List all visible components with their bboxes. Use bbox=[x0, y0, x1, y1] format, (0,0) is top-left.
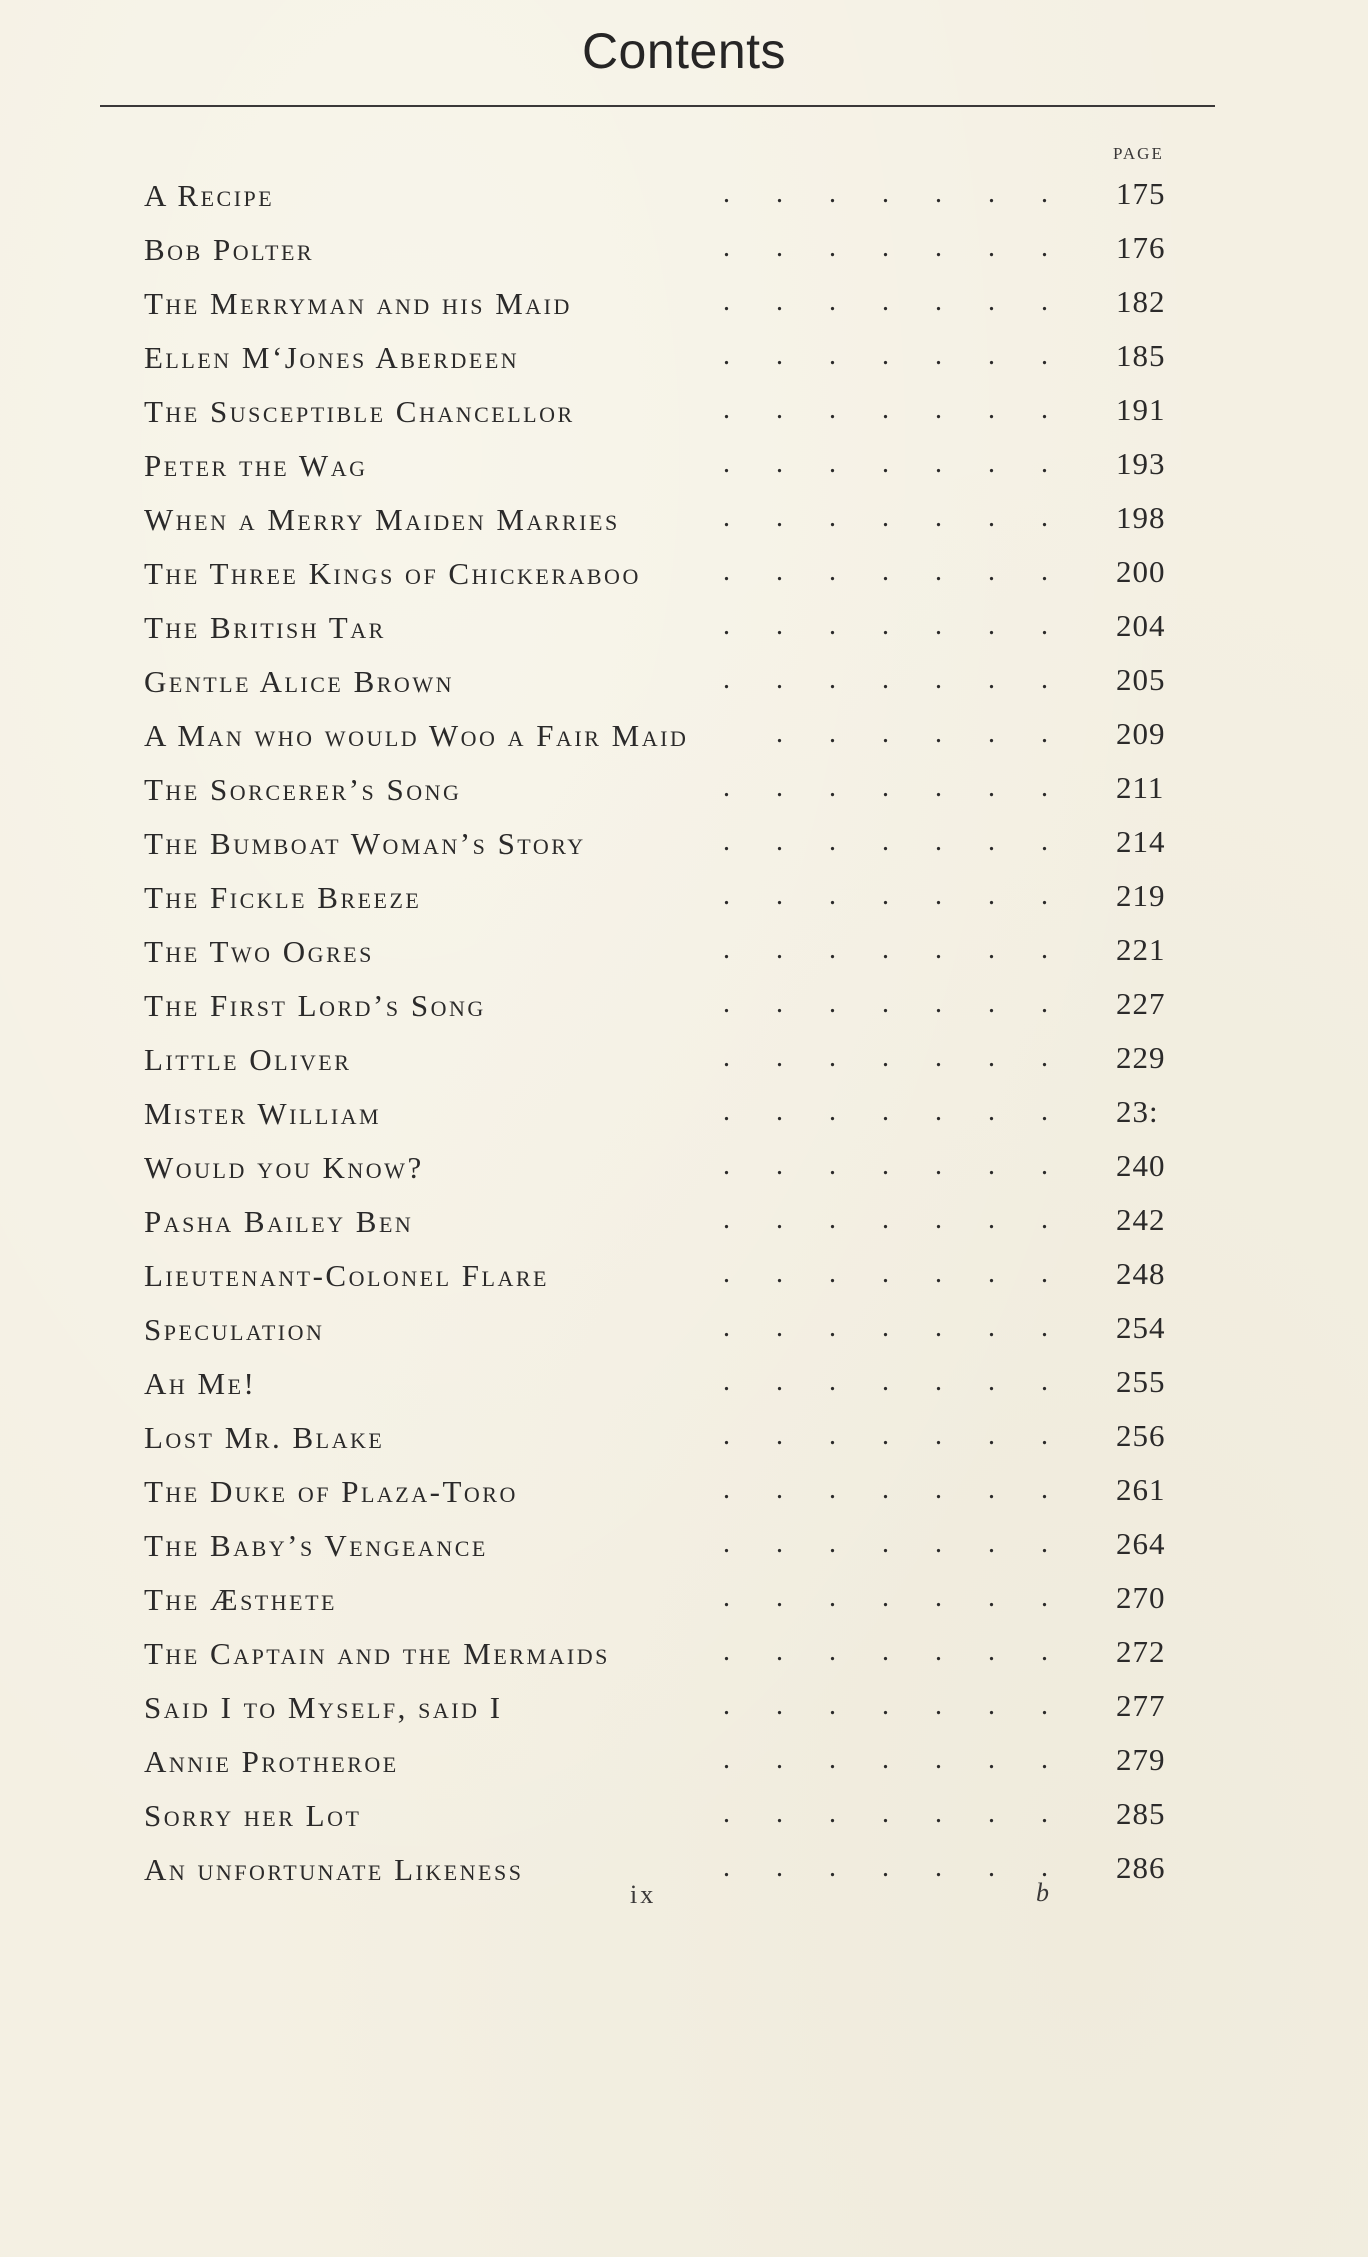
toc-entry bbox=[0, 600, 1368, 654]
dot-leader: . . . . . . . bbox=[723, 826, 1048, 857]
toc-entry-title: Sorry her Lot bbox=[144, 1798, 362, 1833]
toc-entry bbox=[0, 1140, 1368, 1194]
toc-entry bbox=[0, 1356, 1368, 1410]
dot-leader: . . . . . . . bbox=[723, 1366, 1048, 1397]
toc-entry bbox=[0, 1626, 1368, 1680]
toc-entry bbox=[0, 762, 1368, 816]
toc-entry-title: A Man who would Woo a Fair Maid bbox=[144, 718, 689, 753]
toc-entry-title: Little Oliver bbox=[144, 1042, 352, 1077]
dot-leader: . . . . . . . bbox=[723, 1690, 1048, 1721]
toc-entry-page: 255 bbox=[1116, 1364, 1166, 1399]
toc-entry-title: The Baby’s Vengeance bbox=[144, 1528, 488, 1563]
toc-entry-page: 286 bbox=[1116, 1850, 1166, 1885]
toc-entry-title: When a Merry Maiden Marries bbox=[144, 502, 620, 537]
toc-entry-page: 198 bbox=[1116, 500, 1166, 535]
dot-leader: . . . . . . . bbox=[723, 1042, 1048, 1073]
toc-entry bbox=[0, 1680, 1368, 1734]
toc-entry-title: Annie Protheroe bbox=[144, 1744, 399, 1779]
toc-entry-title: Lost Mr. Blake bbox=[144, 1420, 385, 1455]
toc-entry-page: 185 bbox=[1116, 338, 1166, 373]
toc-entry-page: 214 bbox=[1116, 824, 1166, 859]
dot-leader: . . . . . . . bbox=[723, 880, 1048, 911]
toc-entry-title: An unfortunate Likeness bbox=[144, 1852, 524, 1887]
toc-entry-page: 270 bbox=[1116, 1580, 1166, 1615]
toc-entry-page: 182 bbox=[1116, 284, 1166, 319]
toc-entry bbox=[0, 1788, 1368, 1842]
toc-entry-page: 193 bbox=[1116, 446, 1166, 481]
toc-entry-title: The Bumboat Woman’s Story bbox=[144, 826, 586, 861]
dot-leader: . . . . . . . bbox=[723, 1852, 1048, 1883]
dot-leader: . . . . . . . bbox=[723, 1420, 1048, 1451]
dot-leader: . . . . . . . bbox=[723, 394, 1048, 425]
toc-entry bbox=[0, 1572, 1368, 1626]
toc-entry-title: The Two Ogres bbox=[144, 934, 374, 969]
toc-entry-title: The Fickle Breeze bbox=[144, 880, 422, 915]
toc-entry-title: Said I to Myself, said I bbox=[144, 1690, 503, 1725]
toc-entry-title: Ah Me! bbox=[144, 1366, 257, 1401]
toc-entry bbox=[0, 1302, 1368, 1356]
dot-leader: . . . . . . . bbox=[723, 664, 1048, 695]
toc-entry bbox=[0, 870, 1368, 924]
toc-entry bbox=[0, 222, 1368, 276]
dot-leader: . . . . . . . bbox=[723, 1636, 1048, 1667]
dot-leader: . . . . . . . bbox=[723, 1528, 1048, 1559]
toc-entry-page: 211 bbox=[1116, 770, 1165, 805]
dot-leader: . . . . . . . bbox=[723, 1096, 1048, 1127]
toc-entry-title: The Captain and the Mermaids bbox=[144, 1636, 610, 1671]
dot-leader: . . . . . . . bbox=[723, 1474, 1048, 1505]
toc-entry-title: Bob Polter bbox=[144, 232, 315, 267]
toc-entry-page: 277 bbox=[1116, 1688, 1166, 1723]
toc-entry bbox=[0, 1842, 1368, 1896]
dot-leader: . . . . . . . bbox=[723, 178, 1048, 209]
toc-entry bbox=[0, 1464, 1368, 1518]
toc-entry-title: Lieutenant-Colonel Flare bbox=[144, 1258, 549, 1293]
toc-entry-title: Ellen M‘Jones Aberdeen bbox=[144, 340, 520, 375]
toc-entry bbox=[0, 654, 1368, 708]
toc-entry-page: 221 bbox=[1116, 932, 1166, 967]
toc-entry bbox=[0, 276, 1368, 330]
toc-entry bbox=[0, 492, 1368, 546]
toc-entry-title: Pasha Bailey Ben bbox=[144, 1204, 414, 1239]
toc-entry-page: 219 bbox=[1116, 878, 1166, 913]
toc-entry-page: 229 bbox=[1116, 1040, 1166, 1075]
toc-entry-page: 272 bbox=[1116, 1634, 1166, 1669]
dot-leader: . . . . . . . bbox=[723, 556, 1048, 587]
toc-entry-page: 209 bbox=[1116, 716, 1166, 751]
toc-entry bbox=[0, 168, 1368, 222]
dot-leader: . . . . . . . bbox=[723, 286, 1048, 317]
dot-leader: . . . . . . . bbox=[723, 502, 1048, 533]
dot-leader: . . . . . . . bbox=[723, 988, 1048, 1019]
toc-entry-page: 227 bbox=[1116, 986, 1166, 1021]
title-rule bbox=[100, 105, 1215, 107]
toc-entry-title: The Æsthete bbox=[144, 1582, 337, 1617]
toc-entry-title: A Recipe bbox=[144, 178, 275, 213]
dot-leader: . . . . . . . bbox=[723, 1744, 1048, 1775]
dot-leader: . . . . . . . bbox=[723, 448, 1048, 479]
toc-entry-page: 191 bbox=[1116, 392, 1166, 427]
toc-entry bbox=[0, 1734, 1368, 1788]
toc-entry-page: 240 bbox=[1116, 1148, 1166, 1183]
toc-entry-page: 264 bbox=[1116, 1526, 1166, 1561]
toc-entry-title: Peter the Wag bbox=[144, 448, 368, 483]
toc-entry bbox=[0, 330, 1368, 384]
toc-entry-page: 204 bbox=[1116, 608, 1166, 643]
toc-entry bbox=[0, 1086, 1368, 1140]
toc-entry-page: 256 bbox=[1116, 1418, 1166, 1453]
dot-leader: . . . . . . . bbox=[723, 1258, 1048, 1289]
toc-entry-title: The Sorcerer’s Song bbox=[144, 772, 462, 807]
page-column-label: PAGE bbox=[1113, 144, 1164, 163]
toc-entry-page: 279 bbox=[1116, 1742, 1166, 1777]
toc-entry bbox=[0, 708, 1368, 762]
signature-mark: b bbox=[1036, 1878, 1049, 1907]
toc-entry-page: 248 bbox=[1116, 1256, 1166, 1291]
toc-entry bbox=[0, 924, 1368, 978]
toc-entry bbox=[0, 1518, 1368, 1572]
toc-entry bbox=[0, 384, 1368, 438]
toc-entry-title: The Merryman and his Maid bbox=[144, 286, 572, 321]
dot-leader: . . . . . . . bbox=[723, 1798, 1048, 1829]
dot-leader: . . . . . . . bbox=[723, 1204, 1048, 1235]
toc-entry bbox=[0, 1194, 1368, 1248]
toc-entry-page: 176 bbox=[1116, 230, 1166, 265]
dot-leader: . . . . . . bbox=[776, 718, 1048, 749]
toc-entry-title: The Susceptible Chancellor bbox=[144, 394, 575, 429]
toc-entry-page: 175 bbox=[1116, 176, 1166, 211]
toc-entry-title: The British Tar bbox=[144, 610, 386, 645]
page-title: Contents bbox=[581, 23, 787, 79]
dot-leader: . . . . . . . bbox=[723, 1582, 1048, 1613]
toc-entry bbox=[0, 1032, 1368, 1086]
toc-entry-page: 205 bbox=[1116, 662, 1166, 697]
toc-entry-page: 23: bbox=[1116, 1094, 1159, 1129]
toc-entry-page: 242 bbox=[1116, 1202, 1166, 1237]
toc-entry-title: Mister William bbox=[144, 1096, 382, 1131]
toc-entry bbox=[0, 1248, 1368, 1302]
toc-entry bbox=[0, 438, 1368, 492]
toc-entry-page: 285 bbox=[1116, 1796, 1166, 1831]
dot-leader: . . . . . . . bbox=[723, 1150, 1048, 1181]
dot-leader: . . . . . . . bbox=[723, 772, 1048, 803]
dot-leader: . . . . . . . bbox=[723, 934, 1048, 965]
toc-entry bbox=[0, 816, 1368, 870]
toc-entry-page: 261 bbox=[1116, 1472, 1166, 1507]
toc-entry-title: The Duke of Plaza-Toro bbox=[144, 1474, 518, 1509]
folio-number: ix bbox=[630, 1880, 657, 1909]
dot-leader: . . . . . . . bbox=[723, 1312, 1048, 1343]
table-of-contents bbox=[0, 168, 1368, 1896]
toc-entry-page: 200 bbox=[1116, 554, 1166, 589]
toc-entry bbox=[0, 546, 1368, 600]
toc-entry-page: 254 bbox=[1116, 1310, 1166, 1345]
dot-leader: . . . . . . . bbox=[723, 340, 1048, 371]
toc-entry-title: Speculation bbox=[144, 1312, 325, 1347]
toc-entry-title: Gentle Alice Brown bbox=[144, 664, 454, 699]
toc-entry-title: The Three Kings of Chickeraboo bbox=[144, 556, 641, 591]
dot-leader: . . . . . . . bbox=[723, 232, 1048, 263]
toc-entry-title: The First Lord’s Song bbox=[144, 988, 486, 1023]
toc-entry bbox=[0, 1410, 1368, 1464]
toc-entry-title: Would you Know? bbox=[144, 1150, 424, 1185]
toc-entry bbox=[0, 978, 1368, 1032]
dot-leader: . . . . . . . bbox=[723, 610, 1048, 641]
